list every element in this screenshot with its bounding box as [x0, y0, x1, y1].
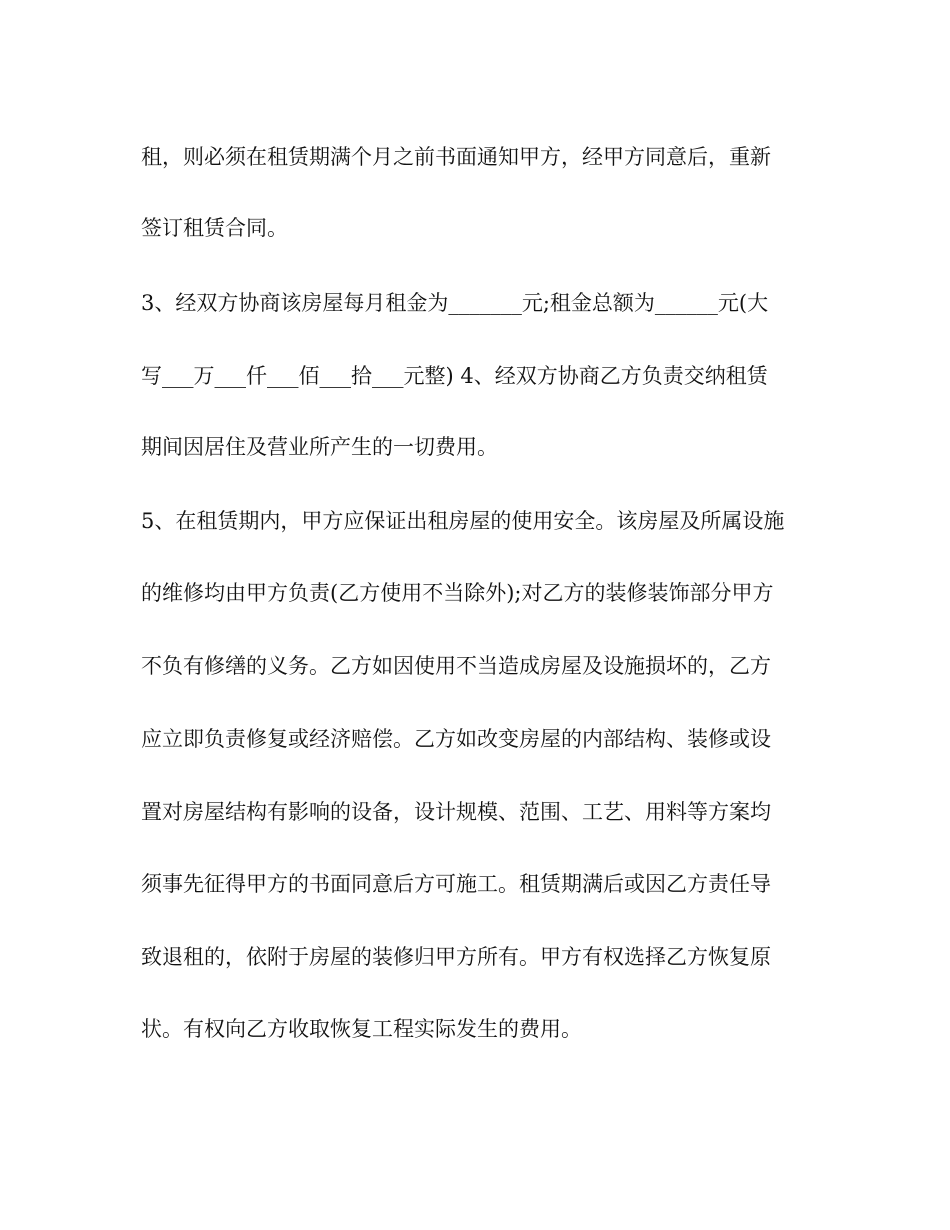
text-line: 的维修均由甲方负责(乙方使用不当除外);对乙方的装修装饰部分甲方 — [141, 581, 774, 605]
text-line: 须事先征得甲方的书面同意后方可施工。租赁期满后或因乙方责任导 — [141, 872, 771, 896]
text-line: 置对房屋结构有影响的设备，设计规模、范围、工艺、用料等方案均 — [141, 800, 771, 824]
text-line: 不负有修缮的义务。乙方如因使用不当造成房屋及设施损坏的，乙方 — [141, 654, 771, 678]
text-line: 签订租赁合同。 — [141, 216, 288, 240]
text-line: 状。有权向乙方收取恢复工程实际发生的费用。 — [141, 1017, 582, 1041]
text-line: 租，则必须在租赁期满个月之前书面通知甲方，经甲方同意后，重新 — [141, 145, 771, 169]
text-line: 期间因居住及营业所产生的一切费用。 — [141, 435, 498, 459]
text-line: 致退租的，依附于房屋的装修归甲方所有。甲方有权选择乙方恢复原 — [141, 945, 771, 969]
text-line: 应立即负责修复或经济赔偿。乙方如改变房屋的内部结构、装修或设 — [141, 727, 771, 751]
text-line: 3、经双方协商该房屋每月租金为_______元;租金总额为______元(大 — [141, 291, 769, 315]
text-line: 写___万___仟___佰___拾___元整) 4、经双方协商乙方负责交纳租赁 — [141, 364, 768, 388]
text-line: 5、在租赁期内，甲方应保证出租房屋的使用安全。该房屋及所属设施 — [141, 509, 785, 533]
